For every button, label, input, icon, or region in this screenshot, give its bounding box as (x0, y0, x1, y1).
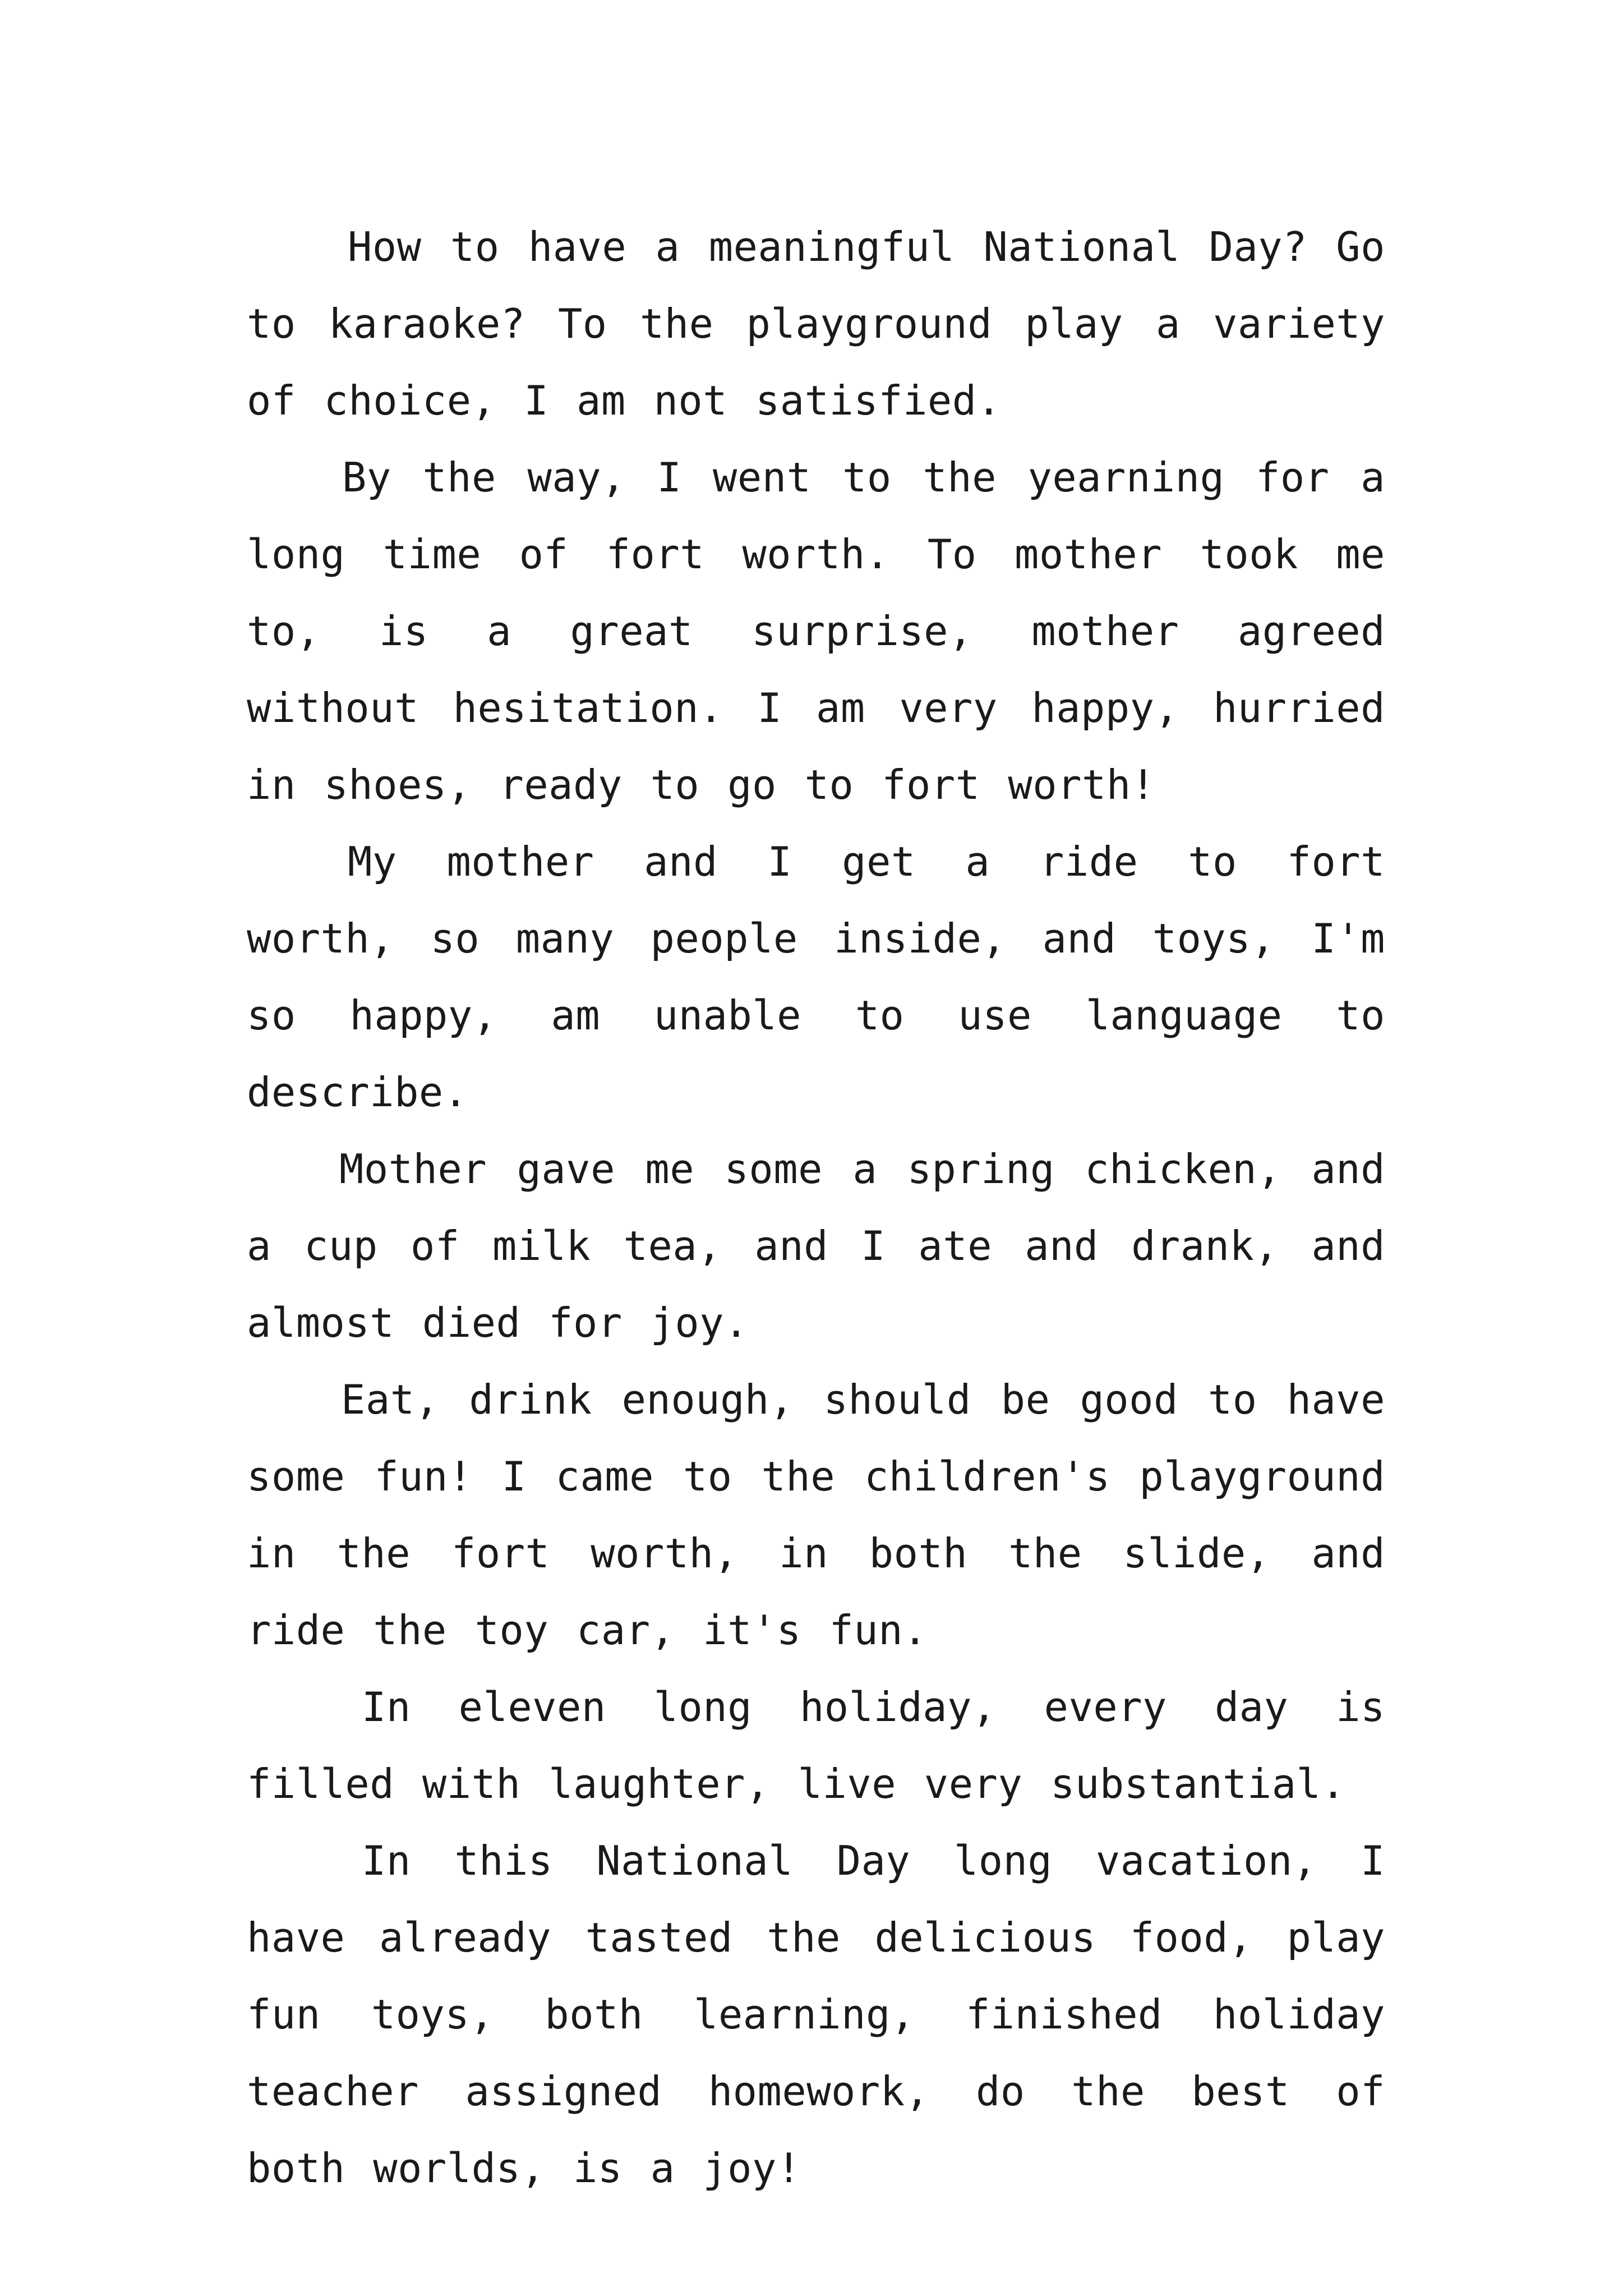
paragraph-4: Mother gave me some a spring chicken, and a cup of milk tea, and I ate and drank, and almost died for joy. (247, 1145, 1385, 1346)
paragraph-1: How to have a meaningful National Day? Go to karaoke? To the playground play a variety of choice, I am not satisfied. (247, 223, 1385, 424)
document-body (247, 209, 1385, 2207)
paragraph-3: My mother and I get a ride to fort worth, so many people inside, and toys, I'm so happy, am unable to use language to describe. (247, 838, 1385, 1116)
paragraph-7: In this National Day long vacation, I have already tasted the delicious food, play fun toys, both learning, finished holiday teacher assigned homework, do the best of both worlds, is a joy! (247, 1837, 1385, 2192)
paragraph-2: By the way, I went to the yearning for a long time of fort worth. To mother took me to, is a great surprise, mother agreed without hesitation. I am very happy, hurried in shoes, ready to go to fort worth! (247, 454, 1385, 808)
paragraph-6: In eleven long holiday, every day is filled with laughter, live very substantial. (247, 1683, 1385, 1807)
paragraph-5: Eat, drink enough, should be good to have some fun! I came to the children's playground in the fort worth, in both the slide, and ride the toy car, it's fun. (247, 1376, 1385, 1654)
